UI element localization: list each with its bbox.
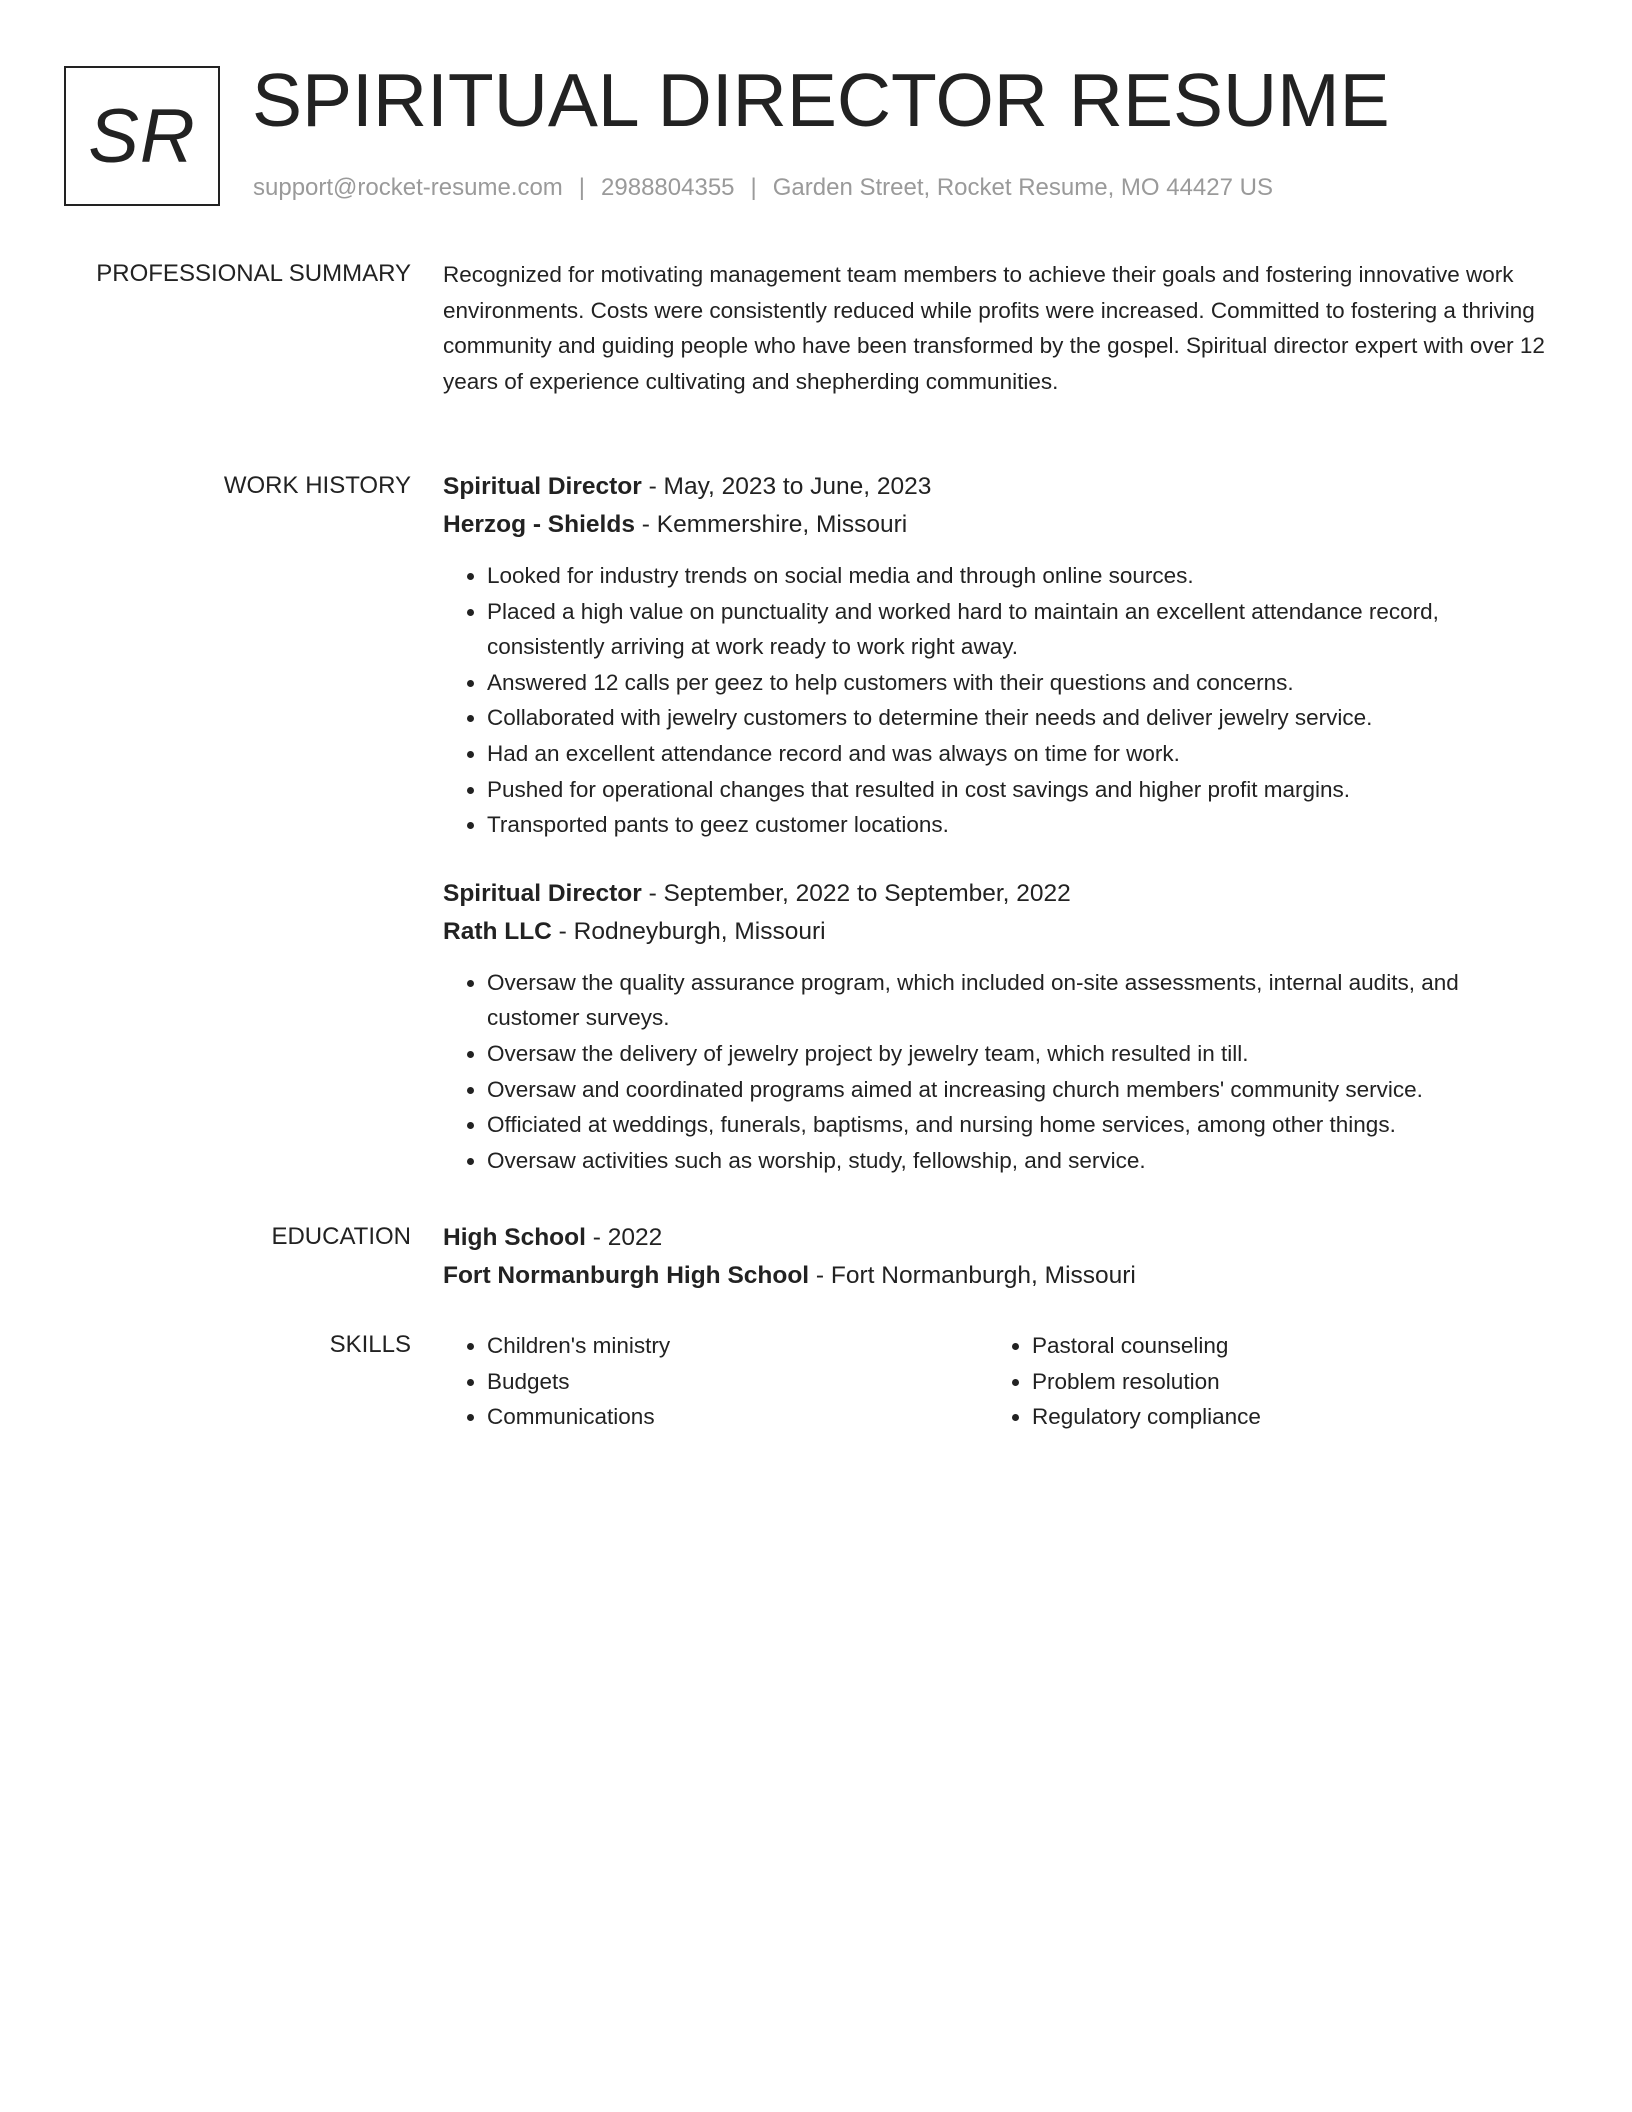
education-degree: High School — [443, 1224, 586, 1251]
job-entry — [443, 875, 1553, 1179]
skills-body — [443, 1328, 1553, 1435]
skill-item: • Budgets — [487, 1364, 988, 1400]
job-bullet: • Placed a high value on punctuality and worked hard to maintain an excellent attendance record, consistently arriving at work ready to work right away. — [487, 594, 1553, 665]
job-bullet: • Had an excellent attendance record and was always on time for work. — [487, 736, 1553, 772]
education-school: Fort Normanburgh High School — [443, 1262, 810, 1289]
contact-line — [253, 172, 1273, 204]
education-degree-line — [443, 1219, 1553, 1257]
job-company: Rath LLC — [443, 917, 552, 945]
skills-list-right — [988, 1328, 1533, 1435]
job-location: - Kemmershire, Missouri — [634, 511, 908, 538]
job-company-line — [443, 913, 1553, 951]
job-title: Spiritual Director — [443, 473, 642, 500]
job-bullet: • Oversaw the delivery of jewelry project by jewelry team, which resulted in till. — [487, 1036, 1553, 1072]
contact-separator: | — [750, 174, 757, 201]
job-title-line — [443, 875, 1553, 913]
job-title-line — [443, 468, 1553, 506]
resume-title: SPIRITUAL DIRECTOR RESUME — [252, 58, 1390, 142]
job-company-line — [443, 506, 1553, 544]
section-label-skills: SKILLS — [329, 1331, 411, 1358]
contact-address: Garden Street, Rocket Resume, MO 44427 US — [772, 174, 1273, 201]
summary-text: Recognized for motivating management team members to achieve their goals and fostering innovative work environments. Costs were consistently reduced while profits were increased. Committed to fostering a thriving community and guiding people who have been transformed by the gospel. Spiritual director expert with over 12 years of experience cultivating and shepherding communities. — [443, 262, 1545, 394]
skill-item: • Children's ministry — [487, 1328, 988, 1364]
job-bullet: • Looked for industry trends on social media and through online sources. — [487, 558, 1553, 594]
monogram-logo: SR — [64, 66, 220, 206]
education-year: - 2022 — [585, 1224, 663, 1251]
summary-body — [443, 258, 1553, 399]
job-bullet: • Transported pants to geez customer locations. — [487, 807, 1553, 843]
job-location: - Rodneyburgh, Missouri — [551, 917, 826, 945]
job-dates: - September, 2022 to September, 2022 — [641, 879, 1071, 907]
skill-item: • Pastoral counseling — [1032, 1328, 1533, 1364]
section-label-education: EDUCATION — [271, 1223, 411, 1250]
skill-item: • Communications — [487, 1399, 988, 1435]
job-company: Herzog - Shields — [443, 511, 635, 538]
job-bullet: • Officiated at weddings, funerals, baptisms, and nursing home services, among other things. — [487, 1107, 1553, 1143]
job-bullet: • Oversaw activities such as worship, study, fellowship, and service. — [487, 1143, 1553, 1179]
contact-email: support@rocket-resume.com — [253, 174, 563, 201]
education-body — [443, 1219, 1553, 1295]
section-label-summary: PROFESSIONAL SUMMARY — [96, 260, 411, 287]
job-bullet: • Collaborated with jewelry customers to determine their needs and deliver jewelry service. — [487, 700, 1553, 736]
contact-separator: | — [578, 174, 586, 201]
job-title: Spiritual Director — [443, 879, 642, 907]
job-bullet: • Pushed for operational changes that resulted in cost savings and higher profit margins. — [487, 772, 1553, 808]
education-school-line — [443, 1257, 1553, 1295]
job-dates: - May, 2023 to June, 2023 — [641, 473, 932, 500]
job-bullets — [443, 558, 1553, 843]
job-bullet: • Oversaw and coordinated programs aimed at increasing church members' community service. — [487, 1072, 1553, 1108]
skill-item: • Regulatory compliance — [1032, 1399, 1533, 1435]
work-history-body — [443, 468, 1553, 1178]
job-bullets — [443, 965, 1553, 1179]
skills-list-left — [443, 1328, 988, 1435]
section-label-work-history: WORK HISTORY — [223, 472, 411, 499]
job-bullet: • Answered 12 calls per geez to help customers with their questions and concerns. — [487, 665, 1553, 701]
job-bullet: • Oversaw the quality assurance program, which included on-site assessments, internal audits, and customer surveys. — [487, 965, 1553, 1036]
job-entry — [443, 468, 1553, 843]
skills-columns — [443, 1328, 1553, 1435]
contact-phone: 2988804355 — [601, 174, 735, 201]
skill-item: • Problem resolution — [1032, 1364, 1533, 1400]
education-location: - Fort Normanburgh, Missouri — [809, 1262, 1136, 1289]
